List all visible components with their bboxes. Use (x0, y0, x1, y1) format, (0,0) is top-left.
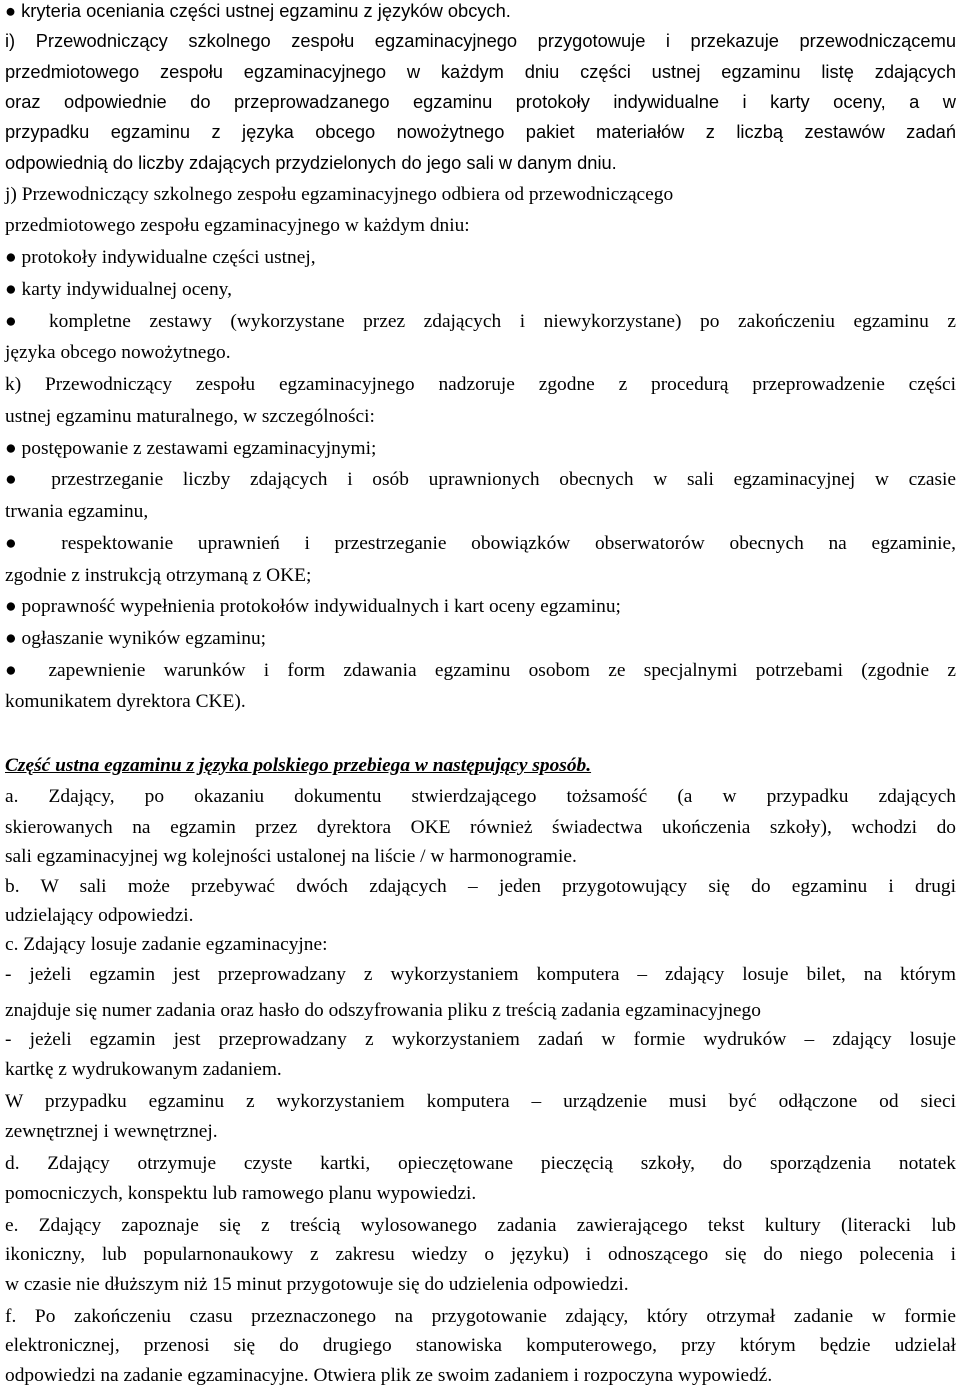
text-line: k) Przewodniczący zespołu egzaminacyjnego nadzoruje zgodne z procedurą przeprowadzenie części (5, 374, 956, 395)
text-line: języka obcego nowożytnego. (5, 342, 231, 363)
text-line: oraz odpowiednie do przeprowadzanego egzaminu protokoły indywidualne i karty oceny, a w (5, 91, 956, 112)
text-line: - jeżeli egzamin jest przeprowadzany z wykorzystaniem komputera – zdający losuje bilet, na którym (5, 964, 956, 985)
text-line: d. Zdający otrzymuje czyste kartki, opieczętowane pieczęcią szkoły, do sporządzenia notatek (5, 1153, 956, 1174)
text-line: przedmiotowego zespołu egzaminacyjnego w każdym dniu części ustnej egzaminu listę zdających (5, 61, 956, 82)
text-line: kartkę z wydrukowanym zadaniem. (5, 1059, 282, 1080)
text-line: odpowiedzi na zadanie egzaminacyjne. Otwiera plik ze swoim zadaniem i rozpoczyna wypowiedź. (5, 1365, 773, 1386)
text-line: W przypadku egzaminu z wykorzystaniem komputera – urządzenie musi być odłączone od sieci (5, 1091, 956, 1112)
text-line: komunikatem dyrektora CKE). (5, 691, 246, 712)
text-line: pomocniczych, konspektu lub ramowego planu wypowiedzi. (5, 1183, 477, 1204)
text-line: ● kompletne zestawy (wykorzystane przez zdających i niewykorzystane) po zakończeniu egzaminu z (5, 311, 956, 332)
text-line: ● kryteria oceniania części ustnej egzaminu z języków obcych. (5, 0, 511, 21)
text-line: odpowiednią do liczby zdających przydzielonych do jego sali w danym dniu. (5, 152, 617, 173)
text-line: ● przestrzeganie liczby zdających i osób uprawnionych obecnych w sali egzaminacyjnej w czasie (5, 469, 956, 490)
text-line: przypadku egzaminu z języka obcego nowożytnego pakiet materiałów z liczbą zestawów zadań (5, 121, 956, 142)
text-line: zgodnie z instrukcją otrzymaną z OKE; (5, 565, 312, 586)
text-line: zewnętrznej i wewnętrznej. (5, 1121, 218, 1142)
text-line: ● poprawność wypełnienia protokołów indywidualnych i kart oceny egzaminu; (5, 596, 621, 617)
text-line: j) Przewodniczący szkolnego zespołu egzaminacyjnego odbiera od przewodniczącego (5, 184, 674, 205)
text-line: ● protokoły indywidualne części ustnej, (5, 247, 316, 268)
section-heading: Część ustna egzaminu z języka polskiego przebiega w następujący sposób. (5, 755, 592, 776)
text-line: elektronicznej, przenosi się do drugiego stanowiska komputerowego, przy którym będzie udzielał (5, 1335, 956, 1356)
text-line: ● karty indywidualnej oceny, (5, 279, 232, 300)
text-line: ● postępowanie z zestawami egzaminacyjnymi; (5, 438, 377, 459)
text-line: ● respektowanie uprawnień i przestrzeganie obowiązków obserwatorów obecnych na egzaminie, (5, 533, 956, 554)
text-line: udzielający odpowiedzi. (5, 905, 194, 926)
text-line: przedmiotowego zespołu egzaminacyjnego w każdym dniu: (5, 215, 470, 236)
text-line: b. W sali może przebywać dwóch zdających – jeden przygotowujący się do egzaminu i drugi (5, 876, 956, 897)
text-line: znajduje się numer zadania oraz hasło do odszyfrowania pliku z treścią zadania egzaminacyjnego (5, 1000, 761, 1021)
text-line: skierowanych na egzamin przez dyrektora OKE również świadectwa ukończenia szkoły), wchodzi do (5, 817, 956, 838)
text-line: a. Zdający, po okazaniu dokumentu stwierdzającego tożsamość (a w przypadku zdających (5, 786, 956, 807)
text-line: f. Po zakończeniu czasu przeznaczonego na przygotowanie zdający, który otrzymał zadanie w formie (5, 1306, 956, 1327)
text-line: ustnej egzaminu maturalnego, w szczególności: (5, 406, 375, 427)
text-line: - jeżeli egzamin jest przeprowadzany z wykorzystaniem zadań w formie wydruków – zdający losuje (5, 1029, 956, 1050)
text-line: ikoniczny, lub popularnonaukowy z zakresu wiedzy o języku) i odnoszącego się do niego polecenia i (5, 1244, 956, 1265)
text-line: trwania egzaminu, (5, 501, 149, 522)
text-line: c. Zdający losuje zadanie egzaminacyjne: (5, 934, 328, 955)
text-line: w czasie nie dłuższym niż 15 minut przygotowuje się do udzielenia odpowiedzi. (5, 1274, 629, 1295)
text-line: sali egzaminacyjnej wg kolejności ustalonej na liście / w harmonogramie. (5, 846, 577, 867)
text-line: e. Zdający zapoznaje się z treścią wylosowanego zadania zawierającego tekst kultury (literacki lub (5, 1215, 956, 1236)
text-line: ● ogłaszanie wyników egzaminu; (5, 628, 267, 649)
text-line: ● zapewnienie warunków i form zdawania egzaminu osobom ze specjalnymi potrzebami (zgodnie z (5, 660, 956, 681)
text-line: i) Przewodniczący szkolnego zespołu egzaminacyjnego przygotowuje i przekazuje przewodniczącemu (5, 30, 956, 51)
